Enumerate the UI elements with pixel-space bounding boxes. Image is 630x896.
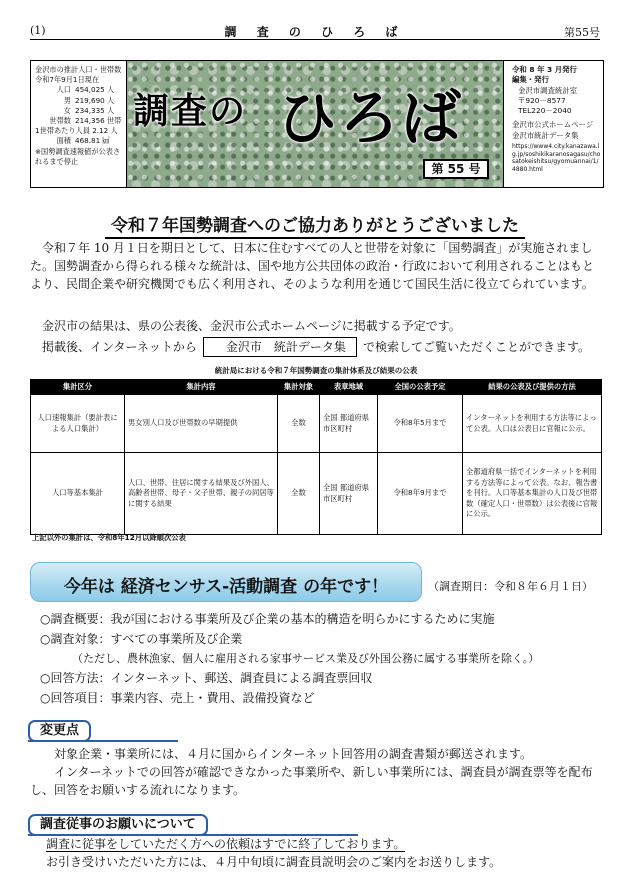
title-banner: [127, 61, 504, 187]
stat-row: 1世帯あたり人員 2.12 人: [35, 126, 118, 136]
site-name: 金沢市公式ホームページ: [512, 120, 594, 130]
banner-title-part1: 調査の: [133, 90, 248, 132]
search-paragraph: 掲載後、インターネットから 金沢市 統計データ集 で検索してご覧いただくことができます。: [30, 337, 604, 357]
list-item: ○回答項目：事業内容、売上・費用、設備投資など: [40, 691, 315, 705]
economic-census-title: 今年は 経済センサス‐活動調査 の年です！: [63, 577, 389, 597]
list-item: ○調査概要：我が国における事業所及び企業の基本的構造を明らかにするために実施: [40, 612, 495, 626]
list-item: ○回答方法：インターネット、郵送、調査員による調査票回収: [40, 671, 373, 685]
stats-note: ※国勢調査速報値が公表されるまで停止: [35, 146, 121, 166]
table-footnote: 上記以外の集計は、令和8年12月以降順次公表: [32, 533, 186, 542]
stats-date: 令和7年9月1日現在: [35, 75, 100, 85]
editor-label: 編集・発行: [512, 75, 549, 85]
list-item: ○調査対象：すべての事業所及び企業: [40, 632, 243, 646]
stat-row: 男 219,690 人: [63, 95, 115, 105]
census-paragraph: 令和７年 10 月１日を期日として、日本に住むすべての人と世帯を対象に「国勢調査」が実施されました。国勢調査から得られる様々な統計は、国や地方公共団体の政治・行政において利用されることはもとより、民間企業や研究機関でも広く利用され、そのような利用を通じて国民生活に役立てられています。: [30, 241, 595, 291]
banner-issue-label: 第 55 号: [423, 159, 489, 179]
stat-row: 女 234,335 人: [63, 105, 115, 115]
newsletter-title: 調 査 の ひ ろ ば: [224, 25, 406, 39]
stat-row: 人口 454,025 人: [56, 85, 115, 95]
telephone: TEL220－2040: [518, 106, 572, 116]
page-number: (1): [30, 24, 46, 37]
masthead: [30, 60, 604, 188]
economic-census-banner: [30, 562, 422, 602]
table-row: 人口等基本集計 人口、世帯、住居に関する結果及び外国人、高齢者世帯、母子・父子世帯、親子の同居等に関する結果 全数 全国 都道府県 市区町村 令和8年9月まで 全都道府県一括でインターネットを利用する方法等によって公表。なお、報告書を刊行。人口等基本集計の人口及び世帯数（確定人口・世帯数）は公表後に官報に公示。: [31, 453, 602, 535]
changes-paragraph-1: 対象企業・事業所には、４月に国からインターネット回答用の調査書類が郵送されます。: [54, 747, 532, 761]
tag-underline: [28, 740, 178, 742]
results-paragraph: 金沢市の結果は、県の公表後、金沢市公式ホームページに掲載する予定です。: [42, 319, 461, 333]
survey-date: （調査期日：令和８年６月１日）: [428, 580, 593, 593]
changes-paragraph-2: インターネットでの回答が確認できなかった事業所や、新しい事業所には、調査員が調査票等を配布し、回答をお願いする流れになります。: [30, 765, 593, 797]
list-item: （ただし、農林漁家、個人に雇用される家事サービス業及び外国公務に属する事業所を除く。）: [72, 652, 540, 665]
site-subname: 金沢市統計データ集: [512, 130, 579, 140]
table-row: 人口速報集計（要計表による人口集計） 男女別人口及び世帯数の早期提供 全数 全国 都道府県 市区町村 令和8年5月まで インターネットを利用する方法等によって公表。人口は公表日に官報に公示。: [31, 395, 602, 453]
enumerator-tag: 調査従事のお願いについて: [28, 814, 208, 836]
changes-tag: 変更点: [28, 720, 91, 742]
editor-name: 金沢市調査統計室: [518, 85, 578, 95]
banner-title-part2: ひろば: [277, 84, 463, 154]
table-caption: 統計局における令和７年国勢調査の集計体系及び結果の公表: [214, 366, 418, 375]
page-header: [30, 22, 600, 40]
site-url[interactable]: https://www4.city.kanazawa.lg.jp/soshikikaranosagasu/chosatokeishitsu/gyomuannai/1/4880.html: [512, 143, 601, 173]
postal-code: 〒920－8577: [518, 95, 566, 105]
publication-info: [508, 61, 603, 187]
stat-row: 面積 468.81 ㎢: [56, 136, 110, 146]
issue-number: 第55号: [564, 26, 600, 39]
population-stats-box: [31, 61, 127, 187]
tabulation-table: [30, 379, 602, 535]
enumerator-paragraph-2: お引き受けいただいた方には、４月中旬頃に調査員説明会のご案内をお送りします。: [46, 855, 502, 869]
section-heading-census: 令和７年国勢調査へのご協力ありがとうございました: [30, 211, 600, 236]
table-header-row: 集計区分 集計内容 集計対象 表章地域 全国の公表予定 結果の公表及び提供の方法: [31, 380, 602, 395]
stats-heading: 金沢市の推計人口・世帯数: [35, 65, 122, 74]
stat-row: 世帯数 214,356 世帯: [49, 116, 122, 126]
search-keyword-box: 金沢市 統計データ集: [203, 337, 357, 357]
issue-date: 令和 8 年 3 月発行: [512, 65, 577, 74]
enumerator-paragraph-1: 調査に従事をしていただく方への依頼はすでに終了しております。: [46, 837, 406, 851]
